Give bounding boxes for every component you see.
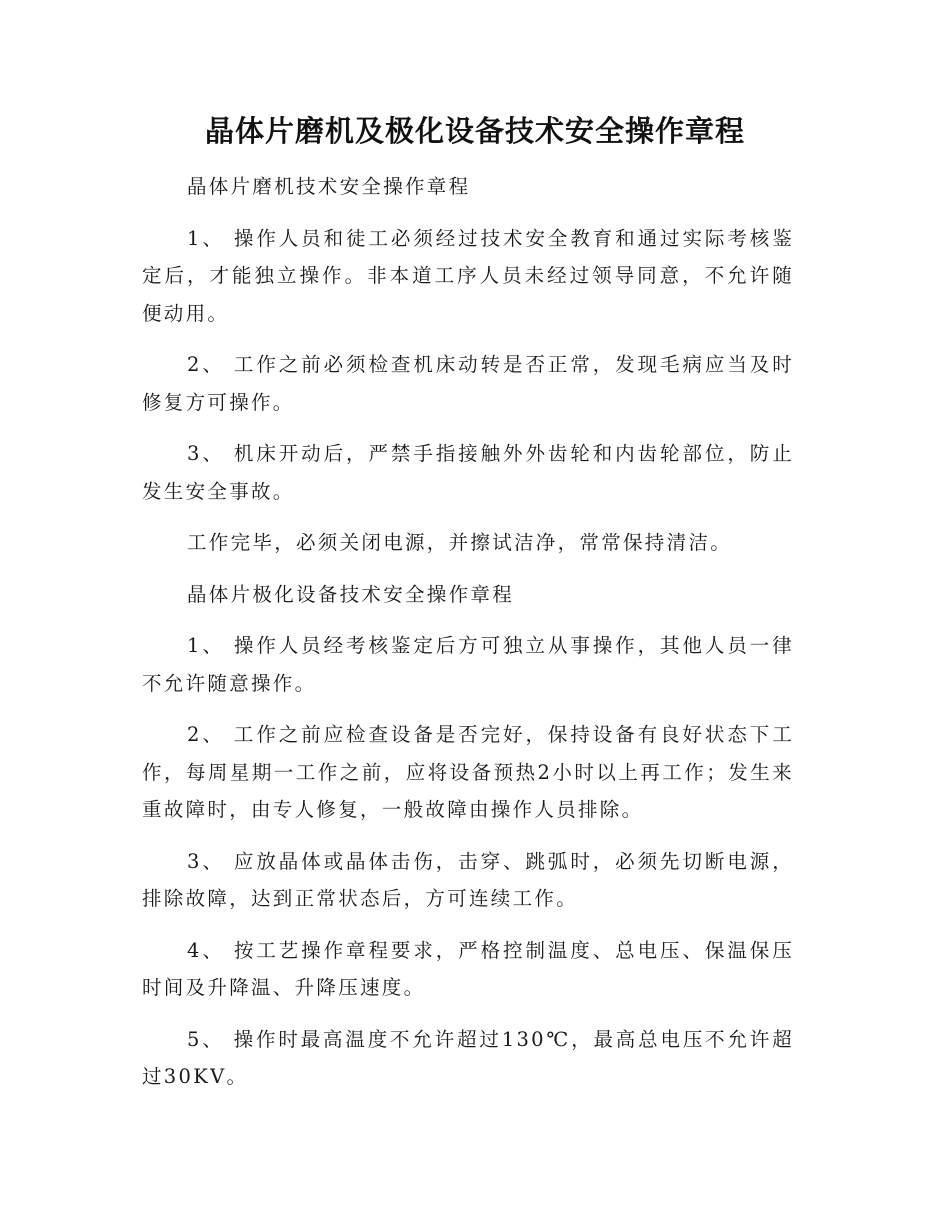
section-heading-grinder: 晶体片磨机技术安全操作章程: [187, 175, 471, 198]
paragraph: 4、 按工艺操作章程要求，严格控制温度、总电压、保温保压时间及升降温、升降压速度。: [142, 938, 794, 999]
paragraph: 2、 工作之前应检查设备是否完好，保持设备有良好状态下工作，每周星期一工作之前，应将设备预热2小时以上再工作；发生来重故障时，由专人修复，一般故障由操作人员排除。: [142, 723, 794, 821]
document-title: 晶体片磨机及极化设备技术安全操作章程: [204, 114, 745, 148]
paragraph: 1、 操作人员经考核鉴定后方可独立从事操作，其他人员一律不允许随意操作。: [142, 634, 794, 695]
paragraph: 2、 工作之前必须检查机床动转是否正常，发现毛病应当及时修复方可操作。: [142, 353, 794, 414]
paragraph: 工作完毕，必须关闭电源，并擦试洁净，常常保持清洁。: [187, 531, 733, 554]
paragraph: 3、 机床开动后，严禁手指接触外外齿轮和内齿轮部位，防止发生安全事故。: [142, 442, 794, 503]
document-body: [142, 168, 794, 1110]
section-heading-polarization: 晶体片极化设备技术安全操作章程: [187, 582, 515, 606]
paragraph: 3、 应放晶体或晶体击伤，击穿、跳弧时，必须先切断电源，排除故障，达到正常状态后，方可连续工作。: [142, 849, 794, 910]
paragraph: 1、 操作人员和徒工必须经过技术安全教育和通过实际考核鉴定后，才能独立操作。非本道工序人员未经过领导同意，不允许随便动用。: [142, 226, 794, 325]
paragraph: 5、 操作时最高温度不允许超过130℃，最高总电压不允许超过30KV。: [142, 1027, 794, 1088]
